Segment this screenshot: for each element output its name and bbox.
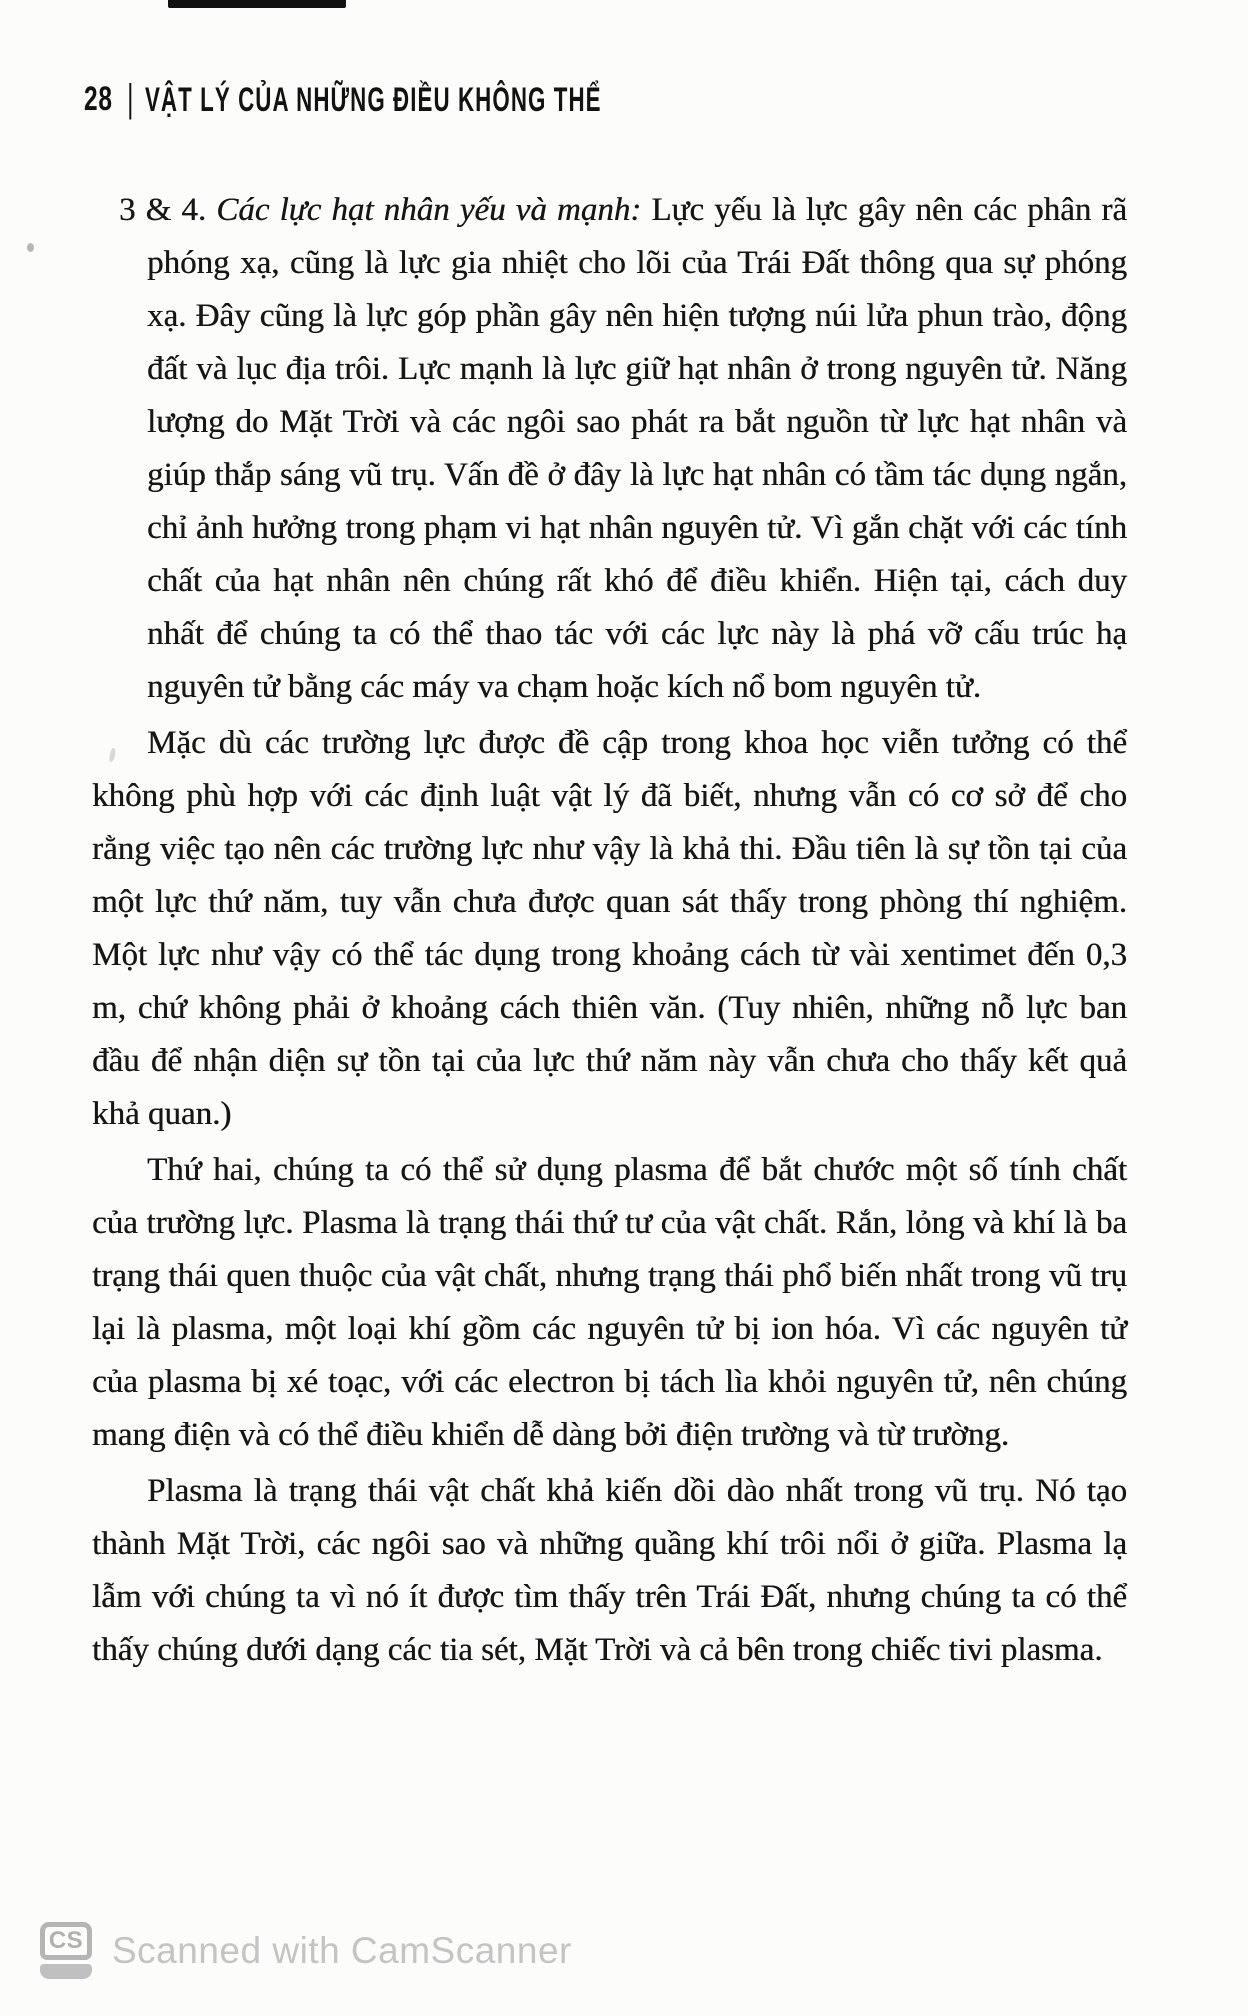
page-number: 28 xyxy=(84,80,113,118)
paragraph-plasma-intro: Thứ hai, chúng ta có thể sử dụng plasma để bắt chước một số tính chất của trường lực. Plasma là trạng thái thứ tư của vật chất. Rắn, lỏng và khí là ba trạng thái quen thuộc của vật chất, nhưng trạng thái phổ biến nhất trong vũ trụ lại là plasma, một loại khí gồm các nguyên tử bị ion hóa. Vì các nguyên tử của plasma bị xé toạc, với các electron bị tách lìa khỏi nguyên tử, nên chúng mang điện và có thể điều khiển dễ dàng bởi điện trường và từ trường. xyxy=(92,1152,1127,1453)
paragraph-force-fields: Mặc dù các trường lực được đề cập trong khoa học viễn tưởng có thể không phù hợp với các định luật vật lý đã biết, nhưng vẫn có cơ sở để cho rằng việc tạo nên các trường lực như vậy là khả thi. Đầu tiên là sự tồn tại của một lực thứ năm, tuy vẫn chưa được quan sát thấy trong phòng thí nghiệm. Một lực như vậy có thể tác dụng trong khoảng cách từ vài xentimet đến 0,3 m, chứ không phải ở khoảng cách thiên văn. (Tuy nhiên, những nỗ lực ban đầu để nhận diện sự tồn tại của lực thứ năm này vẫn chưa cho thấy kết quả khả quan.) xyxy=(92,725,1127,1132)
camscanner-logo-text: CS xyxy=(40,1922,92,1960)
camscanner-logo-base xyxy=(40,1964,92,1979)
paragraph-1-text: Lực yếu là lực gây nên các phân rã phóng xạ, cũng là lực gia nhiệt cho lõi của Trái Đất thông qua sự phóng xạ. Đây cũng là lực góp phần gây nên hiện tượng núi lửa phun trào, động đất và lục địa trôi. Lực mạnh là lực giữ hạt nhân ở trong nguyên tử. Năng lượng do Mặt Trời và các ngôi sao phát ra bắt nguồn từ lực hạt nhân và giúp thắp sáng vũ trụ. Vấn đề ở đây là lực hạt nhân có tầm tác dụng ngắn, chỉ ảnh hưởng trong phạm vi hạt nhân nguyên tử. Vì gắn chặt với các tính chất của hạt nhân nên chúng rất khó để điều khiển. Hiện tại, cách duy nhất để chúng ta có thể thao tác với các lực này là phá vỡ cấu trúc hạ nguyên tử bằng các máy va chạm hoặc kích nổ bom nguyên tử. xyxy=(147,192,1128,705)
body-text xyxy=(92,184,1127,1680)
paragraph-forces-3-4 xyxy=(119,184,1128,714)
camscanner-logo-icon xyxy=(40,1922,92,1979)
header-divider: | xyxy=(127,77,134,121)
paragraph-plasma-abundance: Plasma là trạng thái vật chất khả kiến dồi dào nhất trong vũ trụ. Nó tạo thành Mặt Trời, các ngôi sao và những quầng khí trôi nổi ở giữa. Plasma lạ lẫm với chúng ta vì nó ít được tìm thấy trên Trái Đất, nhưng chúng ta có thể thấy chúng dưới dạng các tia sét, Mặt Trời và cả bên trong chiếc tivi plasma. xyxy=(92,1473,1127,1668)
paragraph-1-term: Các lực hạt nhân yếu và mạnh: xyxy=(216,192,642,228)
scan-artifact-top-bar xyxy=(168,0,346,8)
paragraph-1-lead: 3 & 4. xyxy=(119,192,217,228)
running-head xyxy=(84,77,602,121)
scan-artifact-dot xyxy=(27,243,34,252)
camscanner-watermark xyxy=(40,1922,572,1979)
camscanner-label: Scanned with CamScanner xyxy=(112,1929,572,1971)
book-title: VẬT LÝ CỦA NHỮNG ĐIỀU KHÔNG THỂ xyxy=(144,79,602,119)
